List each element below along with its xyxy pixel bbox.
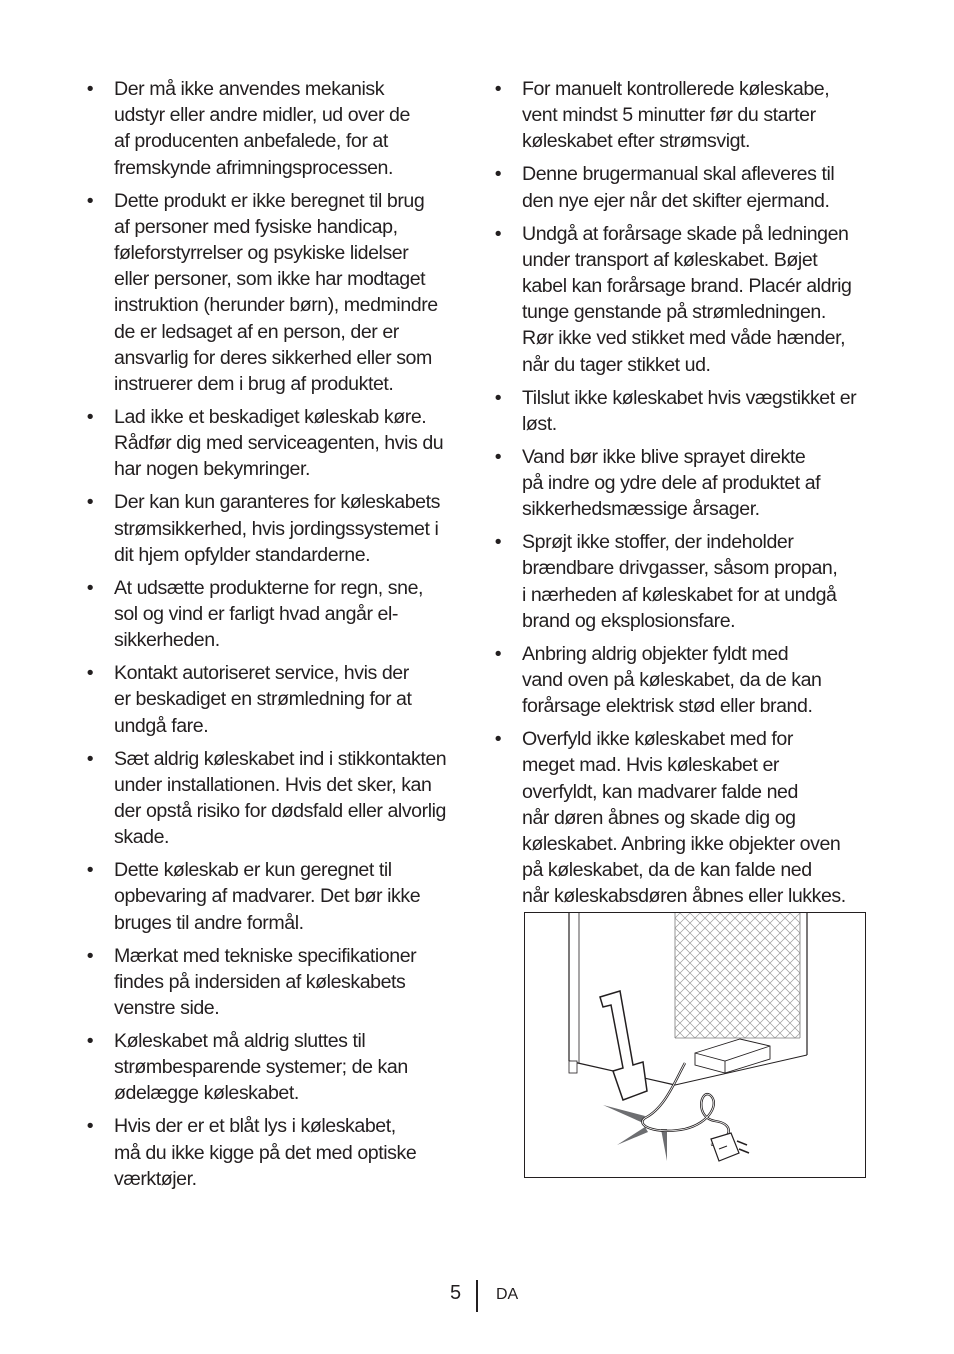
bullet-icon: • — [494, 642, 502, 665]
bullet-icon: • — [86, 576, 94, 599]
list-item — [80, 746, 472, 851]
bullet-icon: • — [86, 78, 94, 100]
bullet-icon: • — [86, 747, 94, 770]
list-item-text: Kontakt autoriseret service, hvis der er beskadiget en strømledning for at undgå fare. — [114, 662, 412, 737]
right-column — [488, 76, 880, 916]
list-item-text: Anbring aldrig objekter fyldt med vand oven på køleskabet, da de kan forårsage elektrisk stød eller brand. — [522, 642, 822, 718]
list-item-text: Mærkat med tekniske specifikationer findes på indersiden af køleskabets venstre side. — [114, 944, 417, 1020]
bullet-icon: • — [494, 222, 502, 245]
lightning-arrow-icon — [600, 991, 647, 1100]
list-item — [80, 76, 472, 181]
list-item-text: Overfyld ikke køleskabet med for meget mad. Hvis køleskabet er overfyldt, kan madvarer falde ned når døren åbnes og skade dig og køleskabet. Anbring ikke objekter oven på køleskabet, da de kan falde ned når køleskabsdøren åbnes eller lukkes. — [522, 728, 846, 908]
bullet-icon: • — [86, 944, 94, 967]
list-item — [488, 385, 880, 437]
list-item-text: Der kan kun garanteres for køleskabets strømsikkerhed, hvis jordingssystemet i dit hjem opfylder standarderne. — [114, 491, 440, 566]
damage-spark-icon — [603, 1105, 667, 1161]
list-item-text: Sæt aldrig køleskabet ind i stikkontakten under installationen. Hvis det sker, kan der opstå risiko for dødsfald eller alvorlig skade. — [114, 747, 447, 849]
compressor-tray-shape — [695, 1039, 770, 1073]
list-item — [488, 161, 880, 213]
list-item — [488, 641, 880, 720]
right-bullet-list — [488, 76, 880, 910]
bullet-icon: • — [494, 386, 502, 409]
list-item-text: Køleskabet må aldrig sluttes til strømbesparende systemer; de kan ødelægge køleskabet. — [114, 1030, 408, 1105]
list-item — [80, 489, 472, 568]
list-item-text: For manuelt kontrollerede køleskabe, vent mindst 5 minutter før du starter køleskabet efter strømsvigt. — [522, 78, 830, 153]
list-item — [488, 444, 880, 523]
page-number: 5 — [450, 1282, 462, 1304]
list-item — [488, 726, 880, 909]
page-footer — [0, 1280, 954, 1320]
bullet-icon: • — [494, 445, 502, 468]
list-item — [80, 404, 472, 483]
list-item-text: Hvis der er et blåt lys i køleskabet, må du ikke kigge på det med optiske værktøjer. — [114, 1115, 417, 1190]
list-item — [488, 76, 880, 155]
bullet-icon: • — [86, 406, 94, 429]
list-item — [80, 943, 472, 1022]
list-item — [80, 660, 472, 739]
list-item — [80, 575, 472, 654]
list-item — [80, 1113, 472, 1192]
list-item — [80, 188, 472, 398]
power-cable-plug-shape — [642, 1063, 749, 1161]
list-item-text: Vand bør ikke blive sprayet direkte på indre og ydre dele af produktet af sikkerhedsmæssige årsager. — [522, 445, 821, 521]
language-code: DA — [496, 1286, 519, 1303]
list-item-text: Lad ikke et beskadiget køleskab køre. Rådfør dig med serviceagenten, hvis du har nogen bekymringer. — [114, 406, 444, 481]
bullet-icon: • — [494, 78, 502, 100]
footer-divider — [476, 1280, 478, 1312]
list-item-text: Sprøjt ikke stoffer, der indeholder brændbare drivgasser, såsom propan, i nærheden af køleskabet for at undgå brand og eksplosionsfare. — [522, 531, 838, 632]
left-bullet-list — [80, 76, 472, 1192]
bullet-icon: • — [86, 1115, 94, 1138]
bullet-icon: • — [86, 189, 94, 212]
list-item — [488, 221, 880, 378]
list-item-text: Tilslut ikke køleskabet hvis vægstikket er løst. — [522, 386, 857, 435]
list-item-text: Dette køleskab er kun geregnet til opbevaring af madvarer. Det bør ikke bruges til andre formål. — [114, 859, 421, 934]
bullet-icon: • — [86, 1030, 94, 1053]
list-item-text: Denne brugermanual skal afleveres til den nye ejer når det skifter ejermand. — [522, 163, 835, 212]
list-item-text: Dette produkt er ikke beregnet til brug af personer med fysiske handicap, føleforstyrrelser og psykiske lidelser eller personer, som ikke har modtaget instruktion (herunder børn), medmindre de er ledsaget af en person, der er ansvarlig for deres sikkerhed eller som instruerer dem i brug af produktet. — [114, 189, 438, 396]
list-item-text: At udsætte produkterne for regn, sne, sol og vind er farligt hvad angår el- sikkerheden. — [114, 576, 424, 652]
fridge-power-cable-illustration — [524, 912, 866, 1178]
bullet-icon: • — [494, 163, 502, 186]
bullet-icon: • — [86, 859, 94, 882]
list-item-text: Undgå at forårsage skade på ledningen under transport af køleskabet. Bøjet kabel kan forårsage brand. Placér aldrig tunge genstande på strømledningen. Rør ikke ved stikket med våde hænder, når du tager stikket ud. — [522, 222, 852, 376]
left-column — [80, 76, 472, 1199]
list-item — [80, 1028, 472, 1107]
bullet-icon: • — [494, 728, 502, 751]
bullet-icon: • — [86, 491, 94, 514]
bullet-icon: • — [494, 531, 502, 554]
condenser-coil-shape — [675, 913, 800, 1038]
list-item-text: Der må ikke anvendes mekanisk udstyr eller andre midler, ud over de af producenten anbefalede, for at fremskynde afrimningsprocessen. — [114, 78, 410, 179]
list-item — [488, 529, 880, 634]
list-item — [80, 857, 472, 936]
bullet-icon: • — [86, 662, 94, 685]
